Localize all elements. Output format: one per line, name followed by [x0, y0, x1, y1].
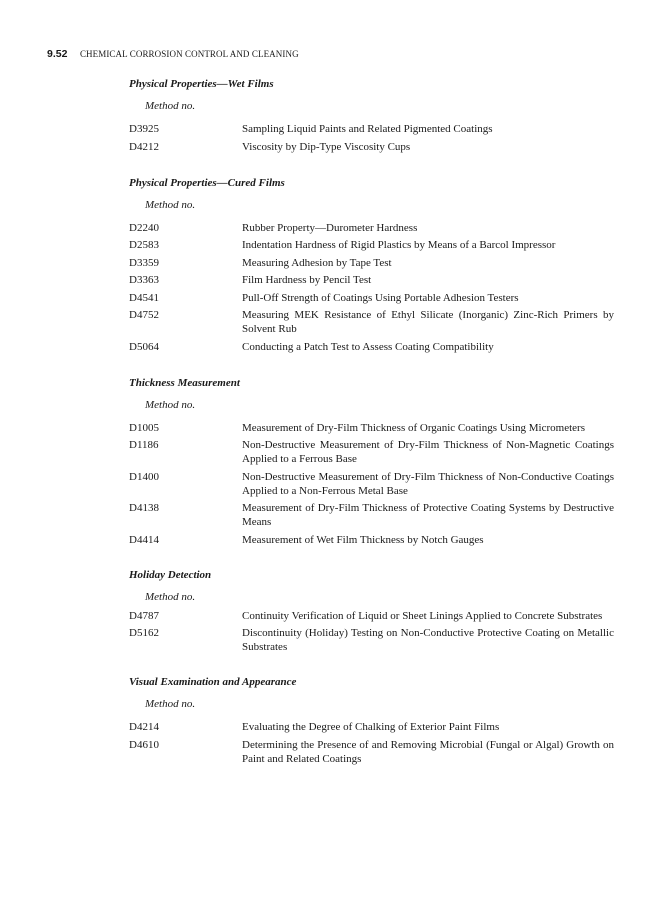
method-row: [129, 238, 614, 252]
method-row: [129, 470, 614, 498]
method-code: D1005: [129, 421, 159, 434]
method-row: [129, 438, 614, 466]
method-description: Measurement of Wet Film Thickness by Notch Gauges: [242, 533, 484, 546]
method-label: Method no.: [145, 398, 196, 411]
method-code: D4541: [129, 291, 159, 304]
section-visual-examination: [129, 675, 614, 766]
method-row: [129, 738, 614, 766]
method-code: D4610: [129, 738, 159, 751]
method-row: [129, 609, 614, 623]
method-description: Indentation Hardness of Rigid Plastics by Means of a Barcol Impressor: [242, 239, 556, 251]
section-title: Holiday Detection: [129, 568, 212, 581]
method-code: D4212: [129, 140, 159, 153]
method-description: Measurement of Dry-Film Thickness of Organic Coatings Using Micrometers: [242, 421, 585, 434]
method-code: D3925: [129, 123, 159, 135]
method-description: Evaluating the Degree of Chalking of Exterior Paint Films: [242, 721, 500, 733]
method-rows: [129, 122, 614, 154]
method-code: D3363: [129, 274, 159, 286]
method-description: Continuity Verification of Liquid or Sheet Linings Applied to Concrete Substrates: [242, 609, 603, 622]
section-title: Thickness Measurement: [129, 376, 240, 389]
method-row: [129, 256, 614, 270]
method-description: Non-Destructive Measurement of Dry-Film Thickness of Non-Magnetic Coatings Applied to a Ferrous Base: [242, 439, 614, 465]
method-code: D1400: [129, 470, 159, 483]
method-rows: [129, 720, 614, 766]
method-description: Measuring MEK Resistance of Ethyl Silicate (Inorganic) Zinc-Rich Primers by Solvent Rub: [242, 309, 614, 335]
method-description: Determining the Presence of and Removing Microbial (Fungal or Algal) Growth on Paint and Related Coatings: [242, 738, 614, 765]
method-row: [129, 720, 614, 734]
method-code: D2583: [129, 239, 159, 251]
method-code: D5064: [129, 340, 159, 353]
method-row: [129, 273, 614, 287]
section-wet-films: [129, 77, 614, 154]
method-code: D4752: [129, 309, 159, 321]
method-description: Discontinuity (Holiday) Testing on Non-Conductive Protective Coating on Metallic Substrates: [242, 627, 614, 653]
method-code: D4787: [129, 609, 159, 622]
method-code: D1186: [129, 439, 159, 451]
method-label: Method no.: [145, 100, 196, 112]
method-row: [129, 140, 614, 154]
running-title: CHEMICAL CORROSION CONTROL AND CLEANING: [79, 49, 299, 59]
method-description: Non-Destructive Measurement of Dry-Film Thickness of Non-Conductive Coatings Applied to a Non-Ferrous Metal Base: [242, 470, 614, 497]
method-code: D4214: [129, 721, 159, 733]
method-rows: [129, 421, 614, 547]
method-description: Measuring Adhesion by Tape Test: [242, 256, 392, 269]
method-row: [129, 626, 614, 654]
section-thickness-measurement: [129, 376, 614, 547]
method-row: [129, 291, 614, 305]
method-description: Sampling Liquid Paints and Related Pigmented Coatings: [242, 123, 493, 135]
method-code: D4138: [129, 502, 159, 514]
section-title: Physical Properties—Cured Films: [129, 176, 285, 189]
method-description: Measurement of Dry-Film Thickness of Protective Coating Systems by Destructive Means: [242, 502, 614, 528]
method-label: Method no.: [145, 198, 196, 211]
method-row: [129, 340, 614, 354]
method-row: [129, 221, 614, 235]
method-label: Method no.: [145, 590, 196, 603]
method-row: [129, 533, 614, 547]
running-head: [47, 48, 299, 61]
method-code: D5162: [129, 627, 159, 639]
method-label: Method no.: [145, 698, 196, 710]
section-holiday-detection: [129, 568, 614, 655]
section-title: Physical Properties—Wet Films: [129, 78, 274, 90]
method-rows: [129, 609, 614, 655]
method-row: [129, 122, 614, 136]
method-code: D2240: [129, 221, 159, 234]
section-title: Visual Examination and Appearance: [129, 676, 297, 688]
standards-list: [129, 77, 614, 769]
method-code: D3359: [129, 256, 159, 269]
method-row: [129, 308, 614, 336]
page-number: 9.52: [47, 48, 68, 60]
section-cured-films: [129, 176, 614, 354]
method-row: [129, 501, 614, 529]
method-code: D4414: [129, 533, 159, 546]
method-description: Film Hardness by Pencil Test: [242, 274, 372, 286]
method-rows: [129, 221, 614, 354]
method-description: Rubber Property—Durometer Hardness: [242, 221, 418, 234]
method-description: Conducting a Patch Test to Assess Coating Compatibility: [242, 340, 494, 353]
method-description: Pull-Off Strength of Coatings Using Portable Adhesion Testers: [242, 291, 519, 304]
method-row: [129, 421, 614, 435]
method-description: Viscosity by Dip-Type Viscosity Cups: [242, 140, 411, 153]
